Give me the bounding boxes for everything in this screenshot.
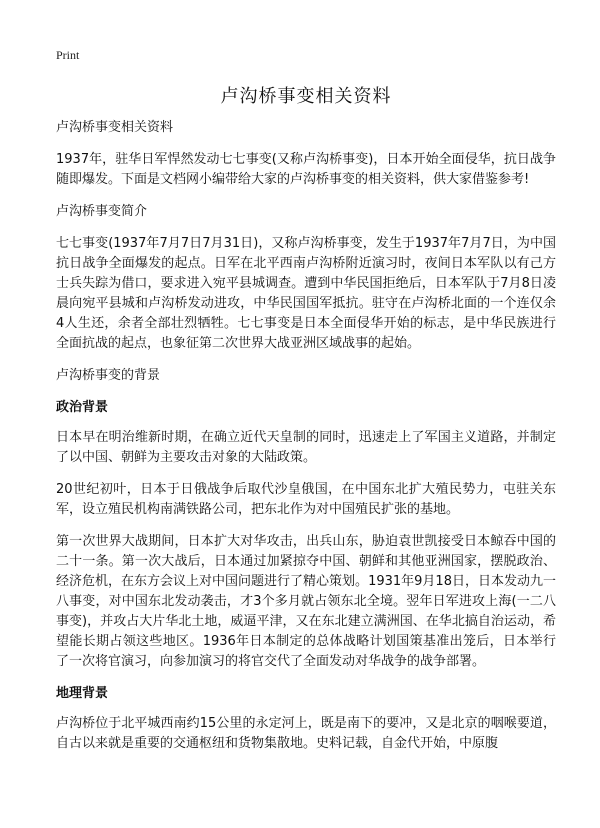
political-paragraph-1: 日本早在明治维新时期，在确立近代天皇制的同时，迅速走上了军国主义道路，并制定了以中国、朝鲜为主要攻击对象的大陆政策。 (56, 430, 556, 465)
summary-heading: 卢沟桥事变简介 (56, 204, 148, 219)
geo-paragraph: 卢沟桥位于北平城西南约15公里的永定河上，既是南下的要冲，又是北京的咽喉要道，自古以来就是重要的交通枢纽和货物集散地。史料记载，自金代开始，中原腹 (56, 716, 556, 751)
political-heading: 政治背景 (56, 400, 109, 415)
geo-heading: 地理背景 (56, 686, 109, 701)
document-body (56, 118, 556, 766)
summary-paragraph: 七七事变(1937年7月7日7月31日)，又称卢沟桥事变，发生于1937年7月7日，为中国抗日战争全面爆发的起点。日军在北平西南卢沟桥附近演习时，夜间日本军队以有己方士兵失踪为借口，要求进入宛平县城调查。遭到中华民国拒绝后，日本军队于7月8日凌晨向宛平县城和卢沟桥发动进攻，中华民国国军抵抗。驻守在卢沟桥北面的一个连仅余4人生还，余者全部壮烈牺牲。七七事变是日本全面侵华开始的标志，是中华民族进行全面抗战的起点，也象征第二次世界大战亚洲区域战事的起始。 (56, 236, 556, 351)
political-paragraph-3: 第一次世界大战期间，日本扩大对华攻击，出兵山东，胁迫袁世凯接受日本鲸吞中国的二十一条。第一次大战后，日本通过加紧掠夺中国、朝鲜和其他亚洲国家，摆脱政治、经济危机，在东方会议上对中国问题进行了精心策划。1931年9月18日，日本发动九一八事变，对中国东北发动袭击，才3个多月就占领东北全境。翌年日军进攻上海(一二八事变)，并攻占大片华北土地，威逼平津，又在东北建立满洲国、在华北搞自治运动，希望能长期占领这些地区。1936年日本制定的总体战略计划国策基准出笼后，日本举行了一次将官演习，向参加演习的将官交代了全面发动对华战争的战争部署。 (56, 534, 556, 669)
background-heading: 卢沟桥事变的背景 (56, 368, 161, 383)
document-title: 卢沟桥事变相关资料 (220, 86, 392, 107)
intro-paragraph: 1937年，驻华日军悍然发动七七事变(又称卢沟桥事变)，日本开始全面侵华，抗日战争随即爆发。下面是文档网小编带给大家的卢沟桥事变的相关资料，供大家借鉴参考! (56, 152, 556, 187)
intro-heading: 卢沟桥事变相关资料 (56, 120, 174, 135)
political-paragraph-2: 20世纪初叶，日本于日俄战争后取代沙皇俄国，在中国东北扩大殖民势力，屯驻关东军，设立殖民机构南满铁路公司，把东北作为对中国殖民扩张的基地。 (56, 482, 556, 517)
print-label: Print (56, 48, 80, 62)
